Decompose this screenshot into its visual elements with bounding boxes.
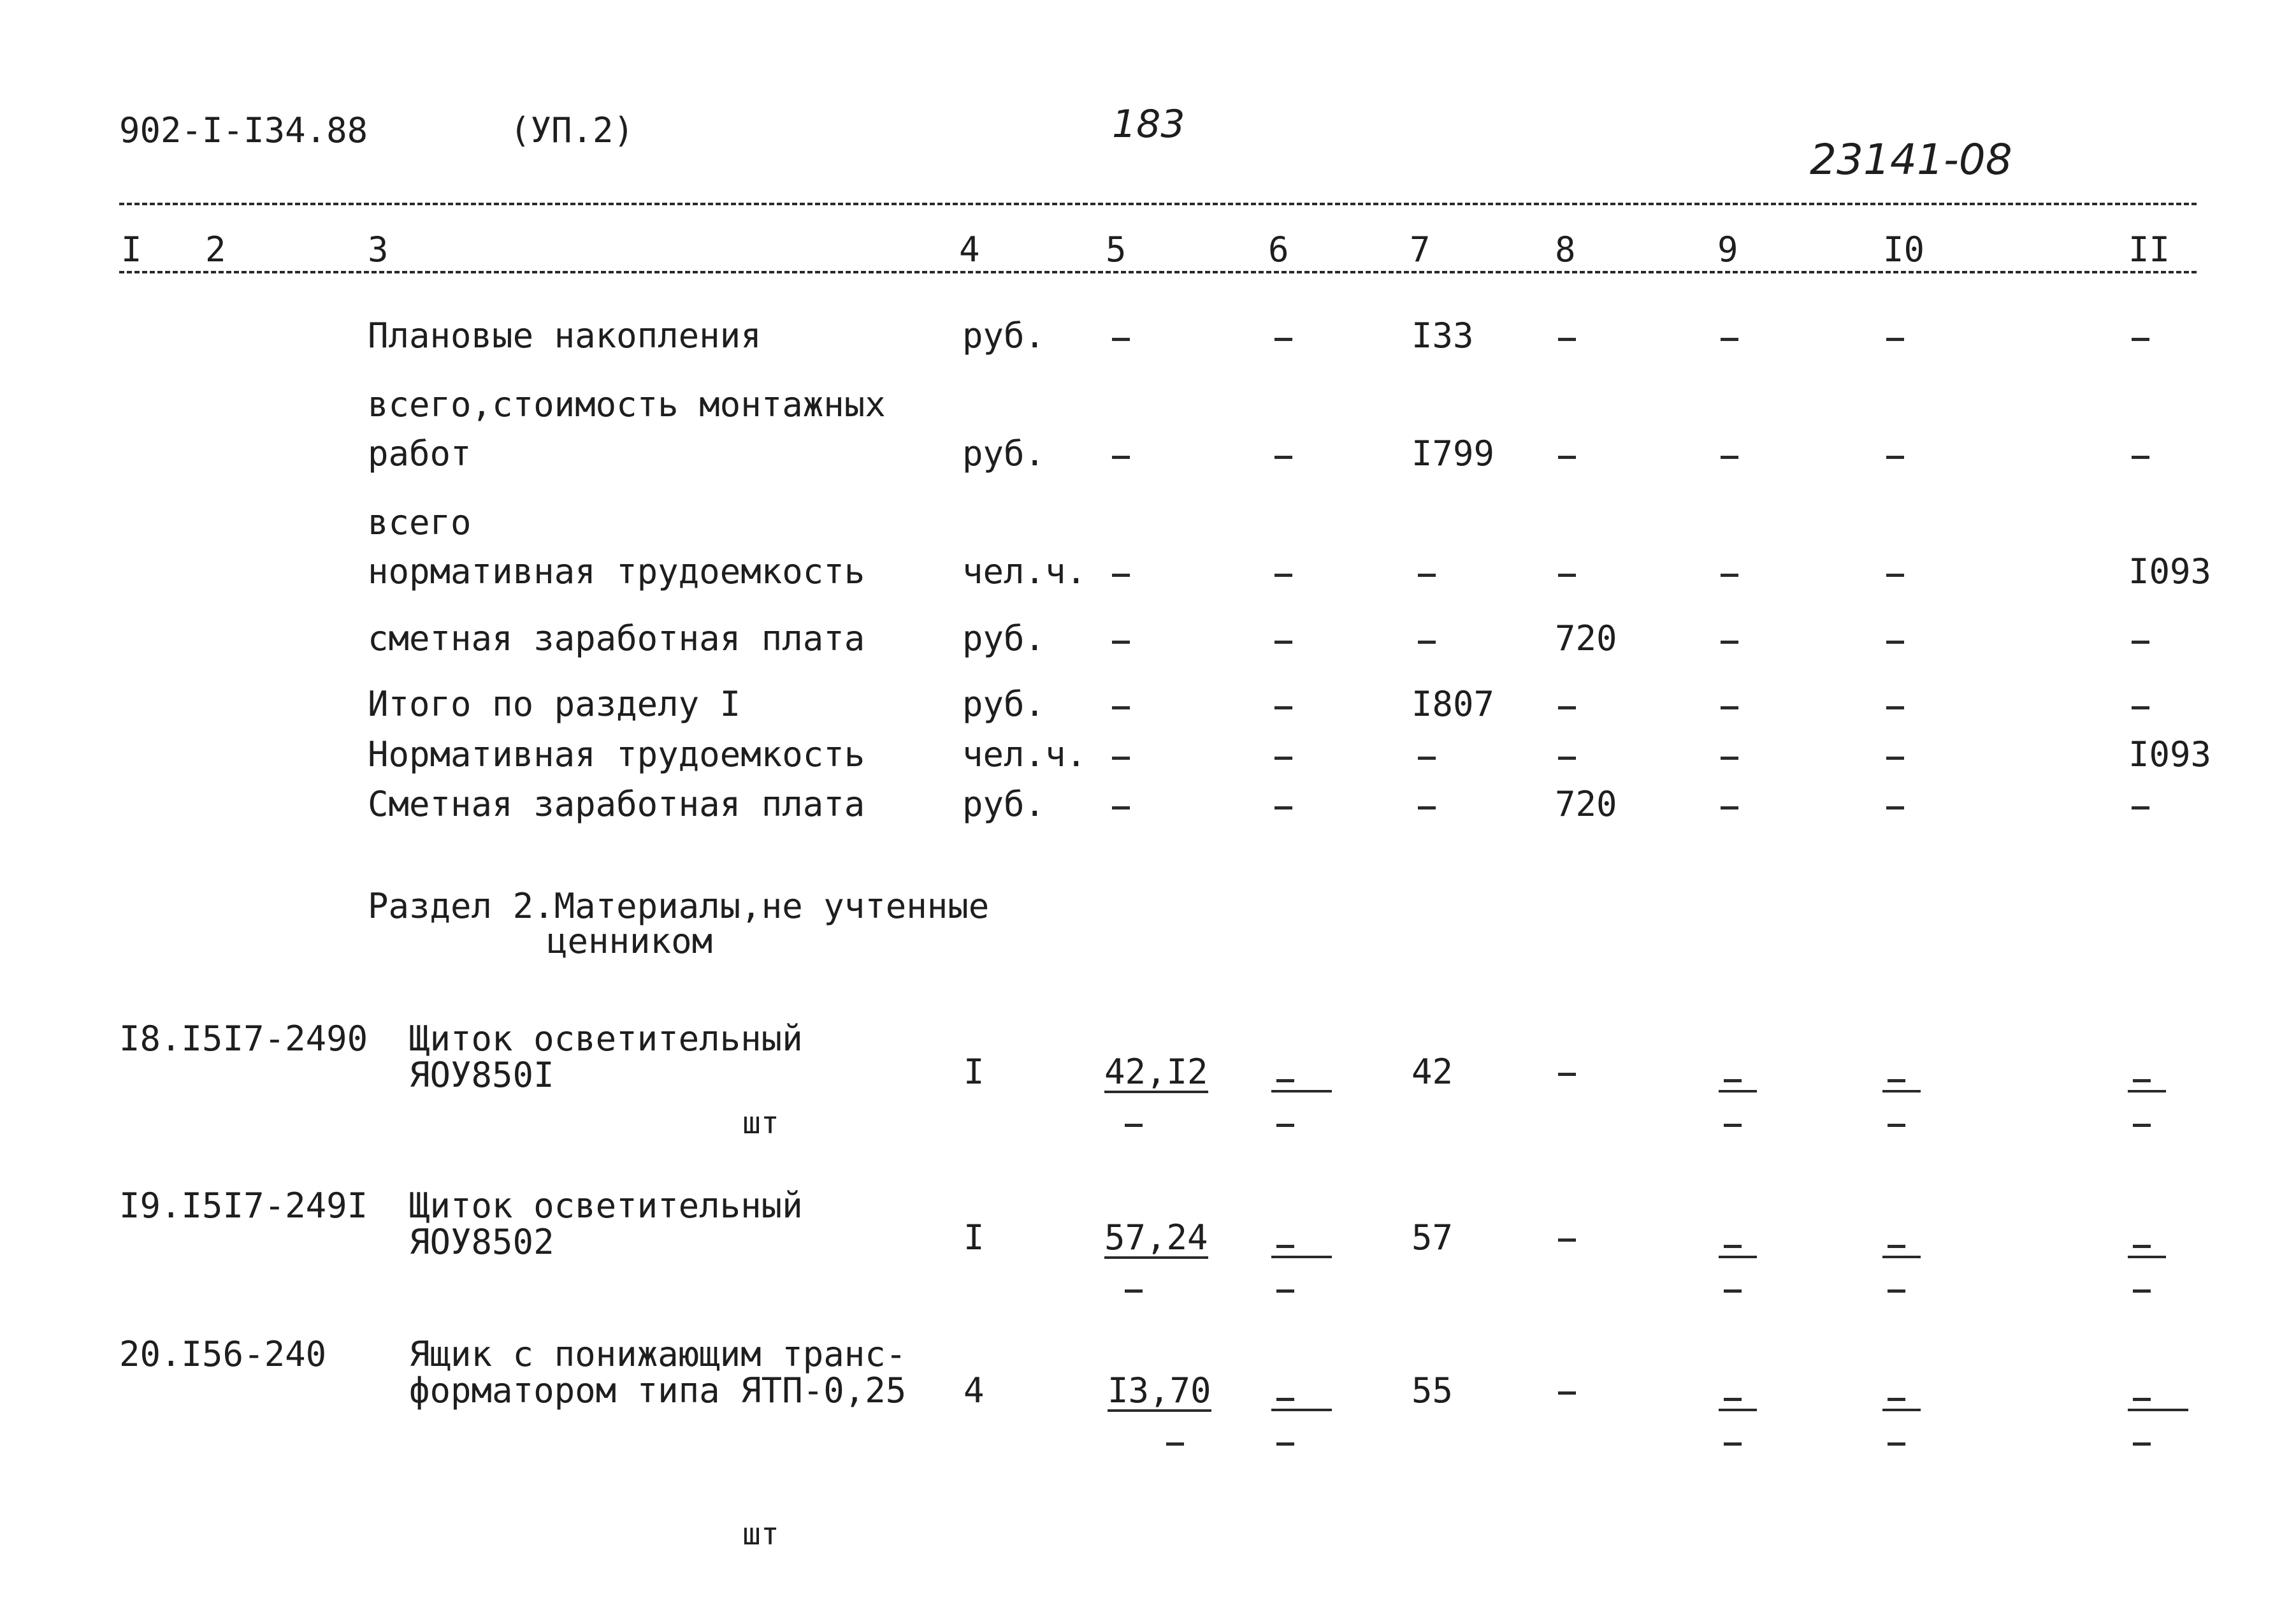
cell-dash-underlined bbox=[1882, 1090, 1921, 1093]
cell-dash bbox=[2132, 641, 2149, 644]
cell-dash bbox=[2133, 1442, 2151, 1446]
cell-dash bbox=[1888, 1289, 1905, 1293]
cell-dash-underlined bbox=[2128, 1090, 2166, 1093]
summary-row-unit: руб. bbox=[962, 433, 1046, 474]
cell-dash bbox=[1112, 757, 1130, 760]
summary-row-unit: руб. bbox=[962, 316, 1046, 356]
summary-row-name: работ bbox=[368, 433, 472, 474]
cell-dash bbox=[2132, 456, 2149, 459]
item-code: I9.I5I7-249I bbox=[119, 1186, 368, 1226]
cell-dash bbox=[1558, 757, 1576, 760]
cell-dash-underlined bbox=[2128, 1256, 2166, 1258]
summary-row-name: сметная заработная плата bbox=[368, 618, 865, 658]
cell-dash bbox=[1724, 1245, 1742, 1248]
summary-row-col7: I807 bbox=[1412, 684, 1495, 724]
cell-dash bbox=[1886, 706, 1904, 709]
column-number-1: I bbox=[121, 229, 142, 270]
summary-row-col8: 720 bbox=[1555, 618, 1617, 658]
cell-dash bbox=[1276, 1124, 1294, 1127]
summary-row-col7: I799 bbox=[1412, 433, 1495, 474]
cell-dash-underlined bbox=[1271, 1090, 1332, 1093]
cell-dash bbox=[1724, 1289, 1742, 1293]
summary-row-name: Итого по разделу I bbox=[368, 684, 741, 724]
cell-dash bbox=[2133, 1124, 2151, 1127]
section-title-line2: ценником bbox=[547, 921, 713, 961]
cell-dash-underlined bbox=[1271, 1256, 1332, 1258]
cell-dash bbox=[1886, 574, 1904, 577]
item-code: 20.I56-240 bbox=[119, 1334, 327, 1374]
cell-dash bbox=[1558, 456, 1576, 459]
handwritten-archive-code: 23141-08 bbox=[1810, 135, 2012, 184]
cell-dash bbox=[1721, 641, 1738, 644]
cell-dash bbox=[1112, 806, 1130, 810]
item-total: 55 bbox=[1412, 1370, 1454, 1411]
header-top-rule bbox=[119, 203, 2197, 205]
cell-dash bbox=[1276, 1245, 1294, 1248]
column-number-7: 7 bbox=[1410, 229, 1431, 270]
column-number-11: II bbox=[2128, 229, 2170, 270]
section-code: (УП.2) bbox=[510, 110, 635, 150]
cell-dash bbox=[1886, 757, 1904, 760]
cell-dash bbox=[1274, 757, 1292, 760]
cell-dash-underlined bbox=[1719, 1409, 1757, 1411]
header-bottom-rule bbox=[119, 271, 2197, 273]
summary-row-col11: I093 bbox=[2128, 734, 2212, 774]
item-unit-price: 57,24 bbox=[1104, 1217, 1208, 1258]
summary-row-col8: 720 bbox=[1555, 784, 1617, 824]
cell-dash bbox=[1886, 641, 1904, 644]
cell-dash bbox=[1274, 338, 1292, 341]
cell-dash bbox=[1112, 641, 1130, 644]
cell-dash bbox=[1724, 1124, 1742, 1127]
summary-row-unit: руб. bbox=[962, 784, 1046, 824]
cell-dash bbox=[1125, 1124, 1143, 1127]
summary-row-col7: I33 bbox=[1412, 316, 1474, 356]
summary-row-name: Сметная заработная плата bbox=[368, 784, 865, 824]
cell-dash bbox=[1721, 806, 1738, 810]
column-number-3: 3 bbox=[368, 229, 389, 270]
summary-row-unit: руб. bbox=[962, 684, 1046, 724]
cell-dash bbox=[2133, 1398, 2151, 1401]
cell-dash bbox=[1888, 1398, 1905, 1401]
cell-dash bbox=[1276, 1079, 1294, 1082]
column-number-2: 2 bbox=[205, 229, 226, 270]
cell-dash bbox=[1274, 574, 1292, 577]
summary-row-unit: руб. bbox=[962, 618, 1046, 658]
item-unit-price: 42,I2 bbox=[1104, 1052, 1208, 1092]
cell-dash bbox=[1558, 1391, 1576, 1395]
cell-dash bbox=[1558, 1238, 1576, 1242]
item-total: 42 bbox=[1412, 1052, 1454, 1092]
cell-dash bbox=[1886, 338, 1904, 341]
cell-dash bbox=[1558, 1073, 1576, 1076]
section-title: Раздел 2.Материалы,не учтенные bbox=[368, 886, 990, 926]
cell-dash bbox=[1418, 757, 1436, 760]
cell-dash bbox=[1166, 1442, 1184, 1446]
summary-row-name-line1: всего bbox=[368, 502, 472, 542]
cell-dash bbox=[1888, 1245, 1905, 1248]
cell-dash-underlined bbox=[1882, 1409, 1921, 1411]
cell-dash bbox=[1112, 574, 1130, 577]
item-code: I8.I5I7-2490 bbox=[119, 1019, 368, 1059]
column-number-5: 5 bbox=[1106, 229, 1127, 270]
cell-dash bbox=[2132, 806, 2149, 810]
cell-dash bbox=[1721, 574, 1738, 577]
cell-dash-underlined bbox=[1719, 1090, 1757, 1093]
cell-dash bbox=[1724, 1442, 1742, 1446]
item-unit-price: I3,70 bbox=[1108, 1370, 1211, 1411]
cell-dash bbox=[1886, 806, 1904, 810]
summary-row-name-line1: всего,стоимость монтажных bbox=[368, 384, 886, 425]
column-number-9: 9 bbox=[1717, 229, 1738, 270]
cell-dash bbox=[1112, 456, 1130, 459]
item-quantity: I bbox=[964, 1052, 985, 1092]
cell-dash bbox=[1418, 574, 1436, 577]
cell-dash bbox=[1125, 1289, 1143, 1293]
cell-dash bbox=[1724, 1079, 1742, 1082]
item-unit-label: шт bbox=[742, 1105, 779, 1141]
cell-dash-underlined bbox=[1882, 1256, 1921, 1258]
column-number-10: I0 bbox=[1883, 229, 1925, 270]
column-number-4: 4 bbox=[959, 229, 980, 270]
page-number: 183 bbox=[1112, 102, 1185, 147]
column-number-6: 6 bbox=[1268, 229, 1289, 270]
summary-row-name: Плановые накопления bbox=[368, 316, 762, 356]
item-name-line2: ЯОУ850I bbox=[409, 1055, 554, 1095]
cell-dash bbox=[1721, 338, 1738, 341]
cell-dash bbox=[1888, 1442, 1905, 1446]
cell-dash bbox=[1558, 338, 1576, 341]
cell-dash bbox=[1721, 757, 1738, 760]
item-name-line2: форматором типа ЯТП-0,25 bbox=[409, 1370, 907, 1411]
item-name-line1: Щиток осветительный bbox=[409, 1186, 803, 1226]
cell-dash-underlined bbox=[1271, 1409, 1332, 1411]
cell-dash bbox=[1558, 706, 1576, 709]
cell-dash bbox=[1721, 706, 1738, 709]
cell-dash bbox=[2133, 1289, 2151, 1293]
summary-row-unit: чел.ч. bbox=[962, 734, 1087, 774]
item-quantity: I bbox=[964, 1217, 985, 1258]
cell-dash bbox=[1886, 456, 1904, 459]
cell-dash bbox=[1274, 806, 1292, 810]
item-quantity: 4 bbox=[964, 1370, 985, 1411]
summary-row-name: нормативная трудоемкость bbox=[368, 551, 865, 592]
cell-dash bbox=[1274, 456, 1292, 459]
cell-dash bbox=[1274, 706, 1292, 709]
cell-dash bbox=[1112, 706, 1130, 709]
cell-dash bbox=[1276, 1398, 1294, 1401]
cell-dash bbox=[2132, 338, 2149, 341]
cell-dash bbox=[1724, 1398, 1742, 1401]
document-code: 902-I-I34.88 bbox=[119, 110, 368, 150]
item-unit-label: шт bbox=[742, 1516, 779, 1552]
summary-row-col11: I093 bbox=[2128, 551, 2212, 592]
item-name-line1: Щиток осветительный bbox=[409, 1019, 803, 1059]
cell-dash bbox=[1418, 806, 1436, 810]
summary-row-name: Нормативная трудоемкость bbox=[368, 734, 865, 774]
item-total: 57 bbox=[1412, 1217, 1454, 1258]
cell-dash bbox=[1112, 338, 1130, 341]
cell-dash bbox=[1276, 1289, 1294, 1293]
cell-dash bbox=[1888, 1124, 1905, 1127]
cell-dash bbox=[2133, 1079, 2151, 1082]
cell-dash bbox=[1721, 456, 1738, 459]
cell-dash bbox=[1558, 574, 1576, 577]
cell-dash bbox=[1418, 641, 1436, 644]
cell-dash bbox=[2132, 706, 2149, 709]
cell-dash bbox=[1276, 1442, 1294, 1446]
cell-dash bbox=[1274, 641, 1292, 644]
cell-dash bbox=[2133, 1245, 2151, 1248]
cell-dash-underlined bbox=[1719, 1256, 1757, 1258]
summary-row-unit: чел.ч. bbox=[962, 551, 1087, 592]
item-name-line2: ЯОУ8502 bbox=[409, 1222, 554, 1262]
cell-dash bbox=[1888, 1079, 1905, 1082]
column-number-8: 8 bbox=[1555, 229, 1576, 270]
item-name-line1: Ящик с понижающим транс- bbox=[409, 1334, 907, 1374]
cell-dash-underlined bbox=[2128, 1409, 2188, 1411]
